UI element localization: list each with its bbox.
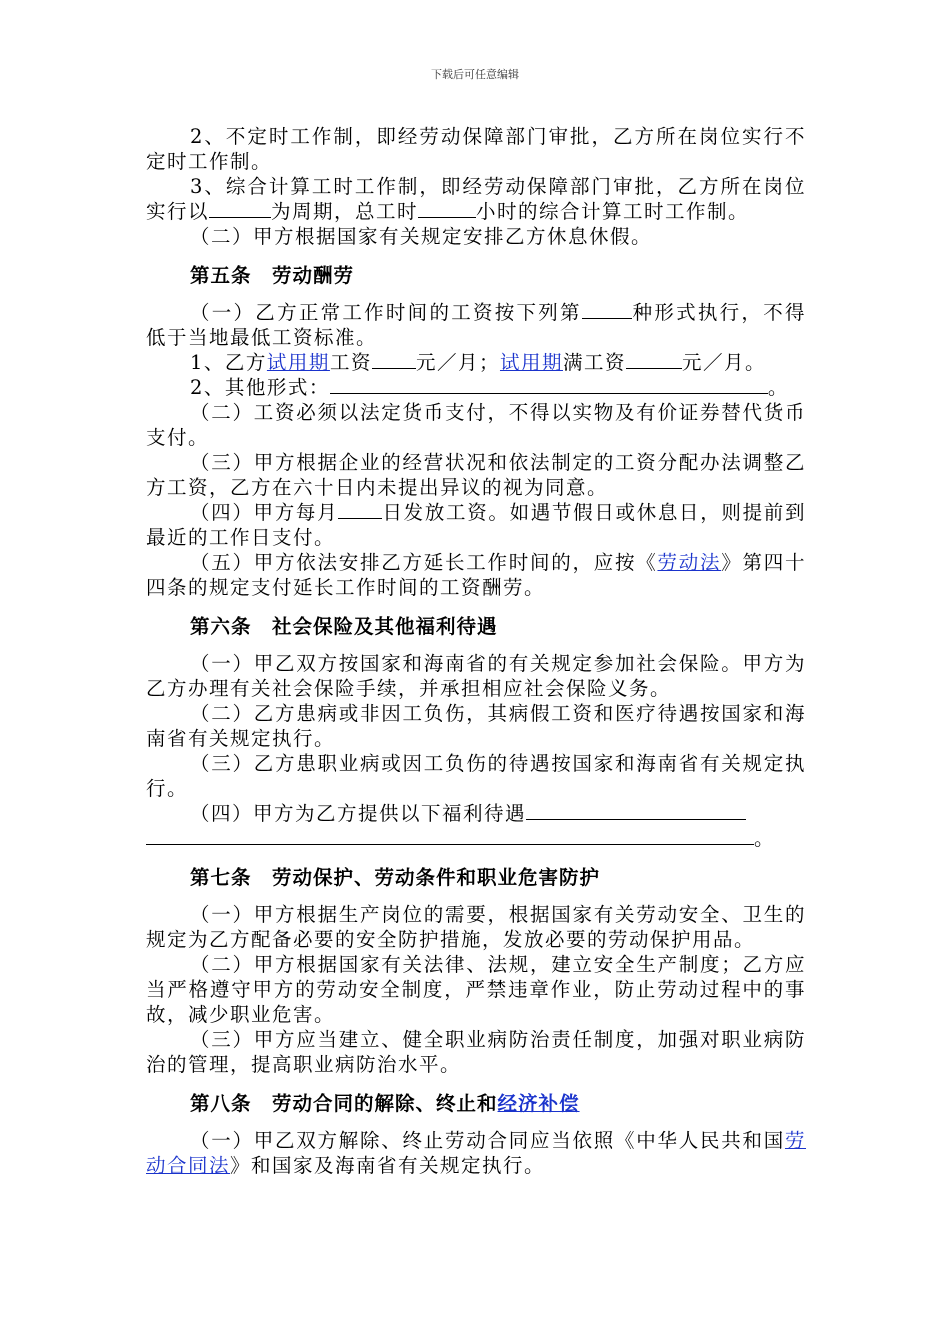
paragraph: （二）乙方患病或非因工负伤，其病假工资和医疗待遇按国家和海南省有关规定执行。 bbox=[146, 702, 806, 750]
document-body bbox=[146, 124, 806, 1178]
link-probation[interactable]: 试用期 bbox=[499, 351, 563, 374]
link-labor-contract-law[interactable]: 劳动合同法 bbox=[146, 1129, 806, 1177]
text: （四）甲方为乙方提供以下福利待遇 bbox=[190, 802, 527, 825]
paragraph: 2、不定时工作制，即经劳动保障部门审批，乙方所在岗位实行不定时工作制。 bbox=[146, 125, 806, 173]
paragraph bbox=[146, 801, 806, 826]
link-probation[interactable]: 试用期 bbox=[266, 351, 330, 374]
text: 种形式执行，不得低于当地最低工资标准。 bbox=[146, 301, 806, 349]
blank-field[interactable] bbox=[526, 801, 746, 820]
text: 小时的综合计算工时工作制。 bbox=[476, 200, 750, 223]
blank-field[interactable] bbox=[372, 350, 416, 369]
paragraph: （三）甲方应当建立、健全职业病防治责任制度，加强对职业病防治的管理，提高职业病防治水平。 bbox=[146, 1028, 806, 1076]
text: 》第四十四条的规定支付延长工作时间的工资酬劳。 bbox=[146, 551, 806, 599]
link-labor-law[interactable]: 劳动法 bbox=[657, 551, 722, 574]
blank-field[interactable] bbox=[582, 300, 632, 319]
paragraph bbox=[146, 300, 806, 350]
link-economic-compensation[interactable]: 经济补偿 bbox=[497, 1092, 580, 1115]
text: 》和国家及海南省有关规定执行。 bbox=[230, 1154, 546, 1177]
article-heading: 第七条 劳动保护、劳动条件和职业危害防护 bbox=[190, 866, 601, 889]
page-header: 下载后可任意编辑 bbox=[431, 68, 519, 81]
blank-field[interactable] bbox=[338, 500, 382, 519]
text: （四）甲方每月 bbox=[190, 501, 339, 524]
text: 3、综合计算工时工作制，即经劳动保障部门审批，乙方所在岗位实行以 bbox=[146, 175, 806, 223]
text: 。 bbox=[767, 376, 789, 399]
blank-field[interactable] bbox=[418, 199, 476, 218]
article-heading: 第五条 劳动酬劳 bbox=[190, 264, 355, 287]
paragraph bbox=[146, 375, 806, 400]
text: 2、其他形式： bbox=[190, 376, 330, 399]
paragraph bbox=[146, 174, 806, 224]
blank-field[interactable] bbox=[330, 375, 768, 394]
paragraph: （二）甲方根据国家有关法律、法规，建立安全生产制度；乙方应当严格遵守甲方的劳动安全制度，严禁违章作业，防止劳动过程中的事故，减少职业危害。 bbox=[146, 953, 806, 1026]
blank-field[interactable] bbox=[209, 199, 271, 218]
paragraph: （二）甲方根据国家有关规定安排乙方休息休假。 bbox=[190, 225, 653, 248]
text: 第八条 劳动合同的解除、终止和 bbox=[190, 1092, 498, 1115]
text: 满工资 bbox=[562, 351, 626, 374]
article-heading bbox=[146, 1091, 806, 1116]
text: 为周期，总工时 bbox=[271, 200, 419, 223]
text: （一）甲乙双方解除、终止劳动合同应当依照《中华人民共和国 bbox=[190, 1129, 785, 1152]
text: 1、乙方 bbox=[190, 351, 267, 374]
blank-field[interactable] bbox=[146, 826, 754, 845]
blank-field[interactable] bbox=[626, 350, 682, 369]
paragraph bbox=[146, 500, 806, 550]
paragraph: （三）乙方患职业病或因工负伤的待遇按国家和海南省有关规定执行。 bbox=[146, 752, 806, 800]
text: （一）乙方正常工作时间的工资按下列第 bbox=[190, 301, 582, 324]
paragraph bbox=[146, 1128, 806, 1178]
paragraph bbox=[146, 826, 806, 851]
paragraph bbox=[146, 350, 806, 375]
text: 工资 bbox=[329, 351, 372, 374]
article-heading: 第六条 社会保险及其他福利待遇 bbox=[190, 615, 498, 638]
text: 元／月。 bbox=[682, 351, 767, 374]
paragraph: （一）甲方根据生产岗位的需要，根据国家有关劳动安全、卫生的规定为乙方配备必要的安全防护措施，发放必要的劳动保护用品。 bbox=[146, 903, 806, 951]
text: 日发放工资。如遇节假日或休息日，则提前到最近的工作日支付。 bbox=[146, 501, 806, 549]
text: （五）甲方依法安排乙方延长工作时间的，应按《 bbox=[190, 551, 658, 574]
paragraph: （三）甲方根据企业的经营状况和依法制定的工资分配办法调整乙方工资，乙方在六十日内未提出异议的视为同意。 bbox=[146, 451, 806, 499]
paragraph bbox=[146, 550, 806, 600]
paragraph: （二）工资必须以法定货币支付，不得以实物及有价证券替代货币支付。 bbox=[146, 401, 806, 449]
text: 元／月； bbox=[415, 351, 500, 374]
paragraph: （一）甲乙双方按国家和海南省的有关规定参加社会保险。甲方为乙方办理有关社会保险手续，并承担相应社会保险义务。 bbox=[146, 652, 806, 700]
text: 。 bbox=[754, 827, 776, 850]
